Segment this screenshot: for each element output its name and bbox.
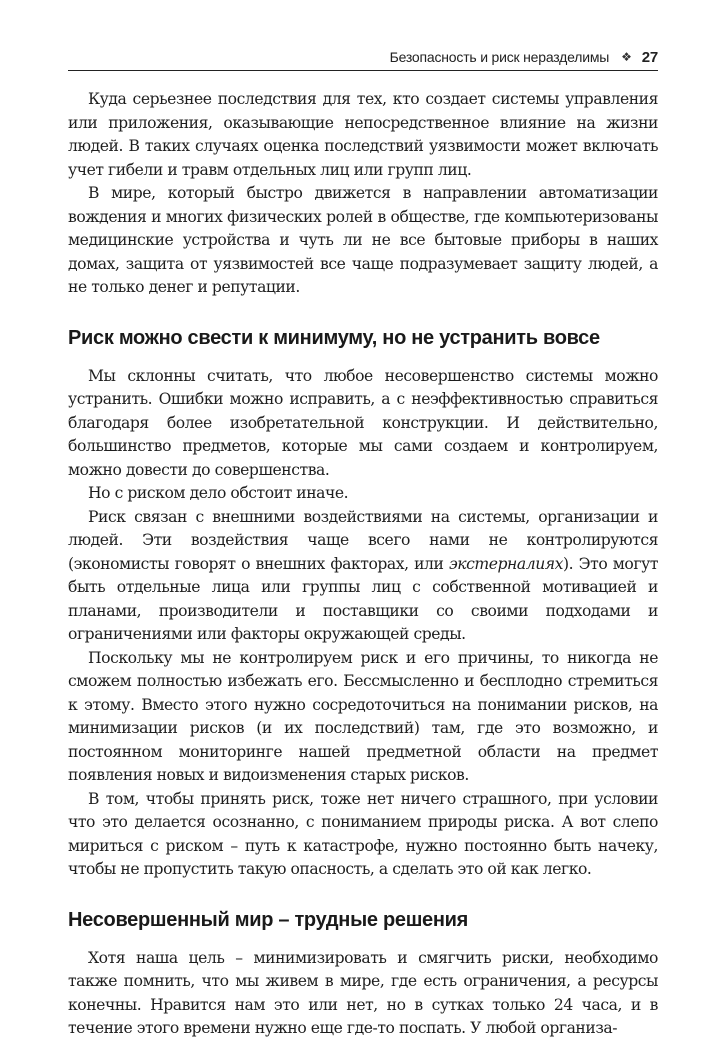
section-heading: Риск можно свести к минимуму, но не устранить вовсе (68, 326, 600, 349)
paragraph: Мы склонны считать, что любое несовершенство системы можно устранить. Ошибки можно исправить, а с неэффективностью справиться благодаря более изобретательной конструкции. И действительно, большинство предметов, которые мы сами создаем и контролируем, можно довести до совершенства. (68, 366, 658, 479)
body-text (68, 88, 658, 1041)
section-heading: Несовершенный мир – трудные решения (68, 908, 469, 931)
paragraph: Но с риском дело обстоит иначе. (88, 484, 349, 502)
header-rule (68, 70, 658, 71)
paragraph-text: Риск связан с внешними воздействиями на системы, организации и людей. Эти воздействия чаще всего нами не контролируются (экономисты говорят о внешних факторах, или (68, 507, 658, 573)
page-number: 27 (641, 48, 658, 66)
paragraph-text: ). Это могут быть отдельные лица или группы лиц с собственной мотивацией и планами, производители и поставщики со своими подходами и ограничениями или факторы окружающей среды. (68, 554, 658, 643)
paragraph: Хотя наша цель – минимизировать и смягчить риски, необходимо также помнить, что мы живем в мире, где есть ограничения, а ресурсы конечны. Нравится нам это или нет, но в сутках только 24 часа, и в течение этого времени нужно еще где-то поспать. У любой организа- (68, 948, 658, 1037)
paragraph: Поскольку мы не контролируем риск и его причины, то никогда не сможем полностью избежать его. Бессмысленно и бесплодно стремиться к этому. Вместо этого нужно сосредоточиться на понимании рисков, на минимизации рисков (и их последствий) там, где это возможно, и постоянном мониторинге нашей предметной области на предмет появления новых и видоизменения старых рисков. (68, 648, 658, 784)
paragraph: В том, чтобы принять риск, тоже нет ничего страшного, при условии что это делается осознанно, с пониманием природы риска. А вот слепо мириться с риском – путь к катастрофе, нужно постоянно быть начеку, чтобы не пропустить такую опасность, а сделать это ой как легко. (68, 789, 658, 878)
italic-term: экстерналиях (448, 554, 564, 573)
paragraph: В мире, который быстро движется в направлении автоматизации вождения и многих физических ролей в обществе, где компьютеризованы медицинские устройства и чуть ли не все бытовые приборы в наших домах, защита от уязвимостей все чаще подразумевает защиту людей, а не только денег и репутации. (68, 184, 658, 296)
paragraph (68, 506, 658, 647)
running-title: Безопасность и риск неразделимы (389, 49, 610, 65)
running-header (68, 46, 658, 68)
paragraph: Куда серьезнее последствия для тех, кто создает системы управления или приложения, оказывающие непосредственное влияние на жизни людей. В таких случаях оценка последствий уязвимости может включать учет гибели и травм отдельных лиц или групп лиц. (68, 90, 658, 179)
ornament-icon: ❖ (621, 50, 632, 64)
